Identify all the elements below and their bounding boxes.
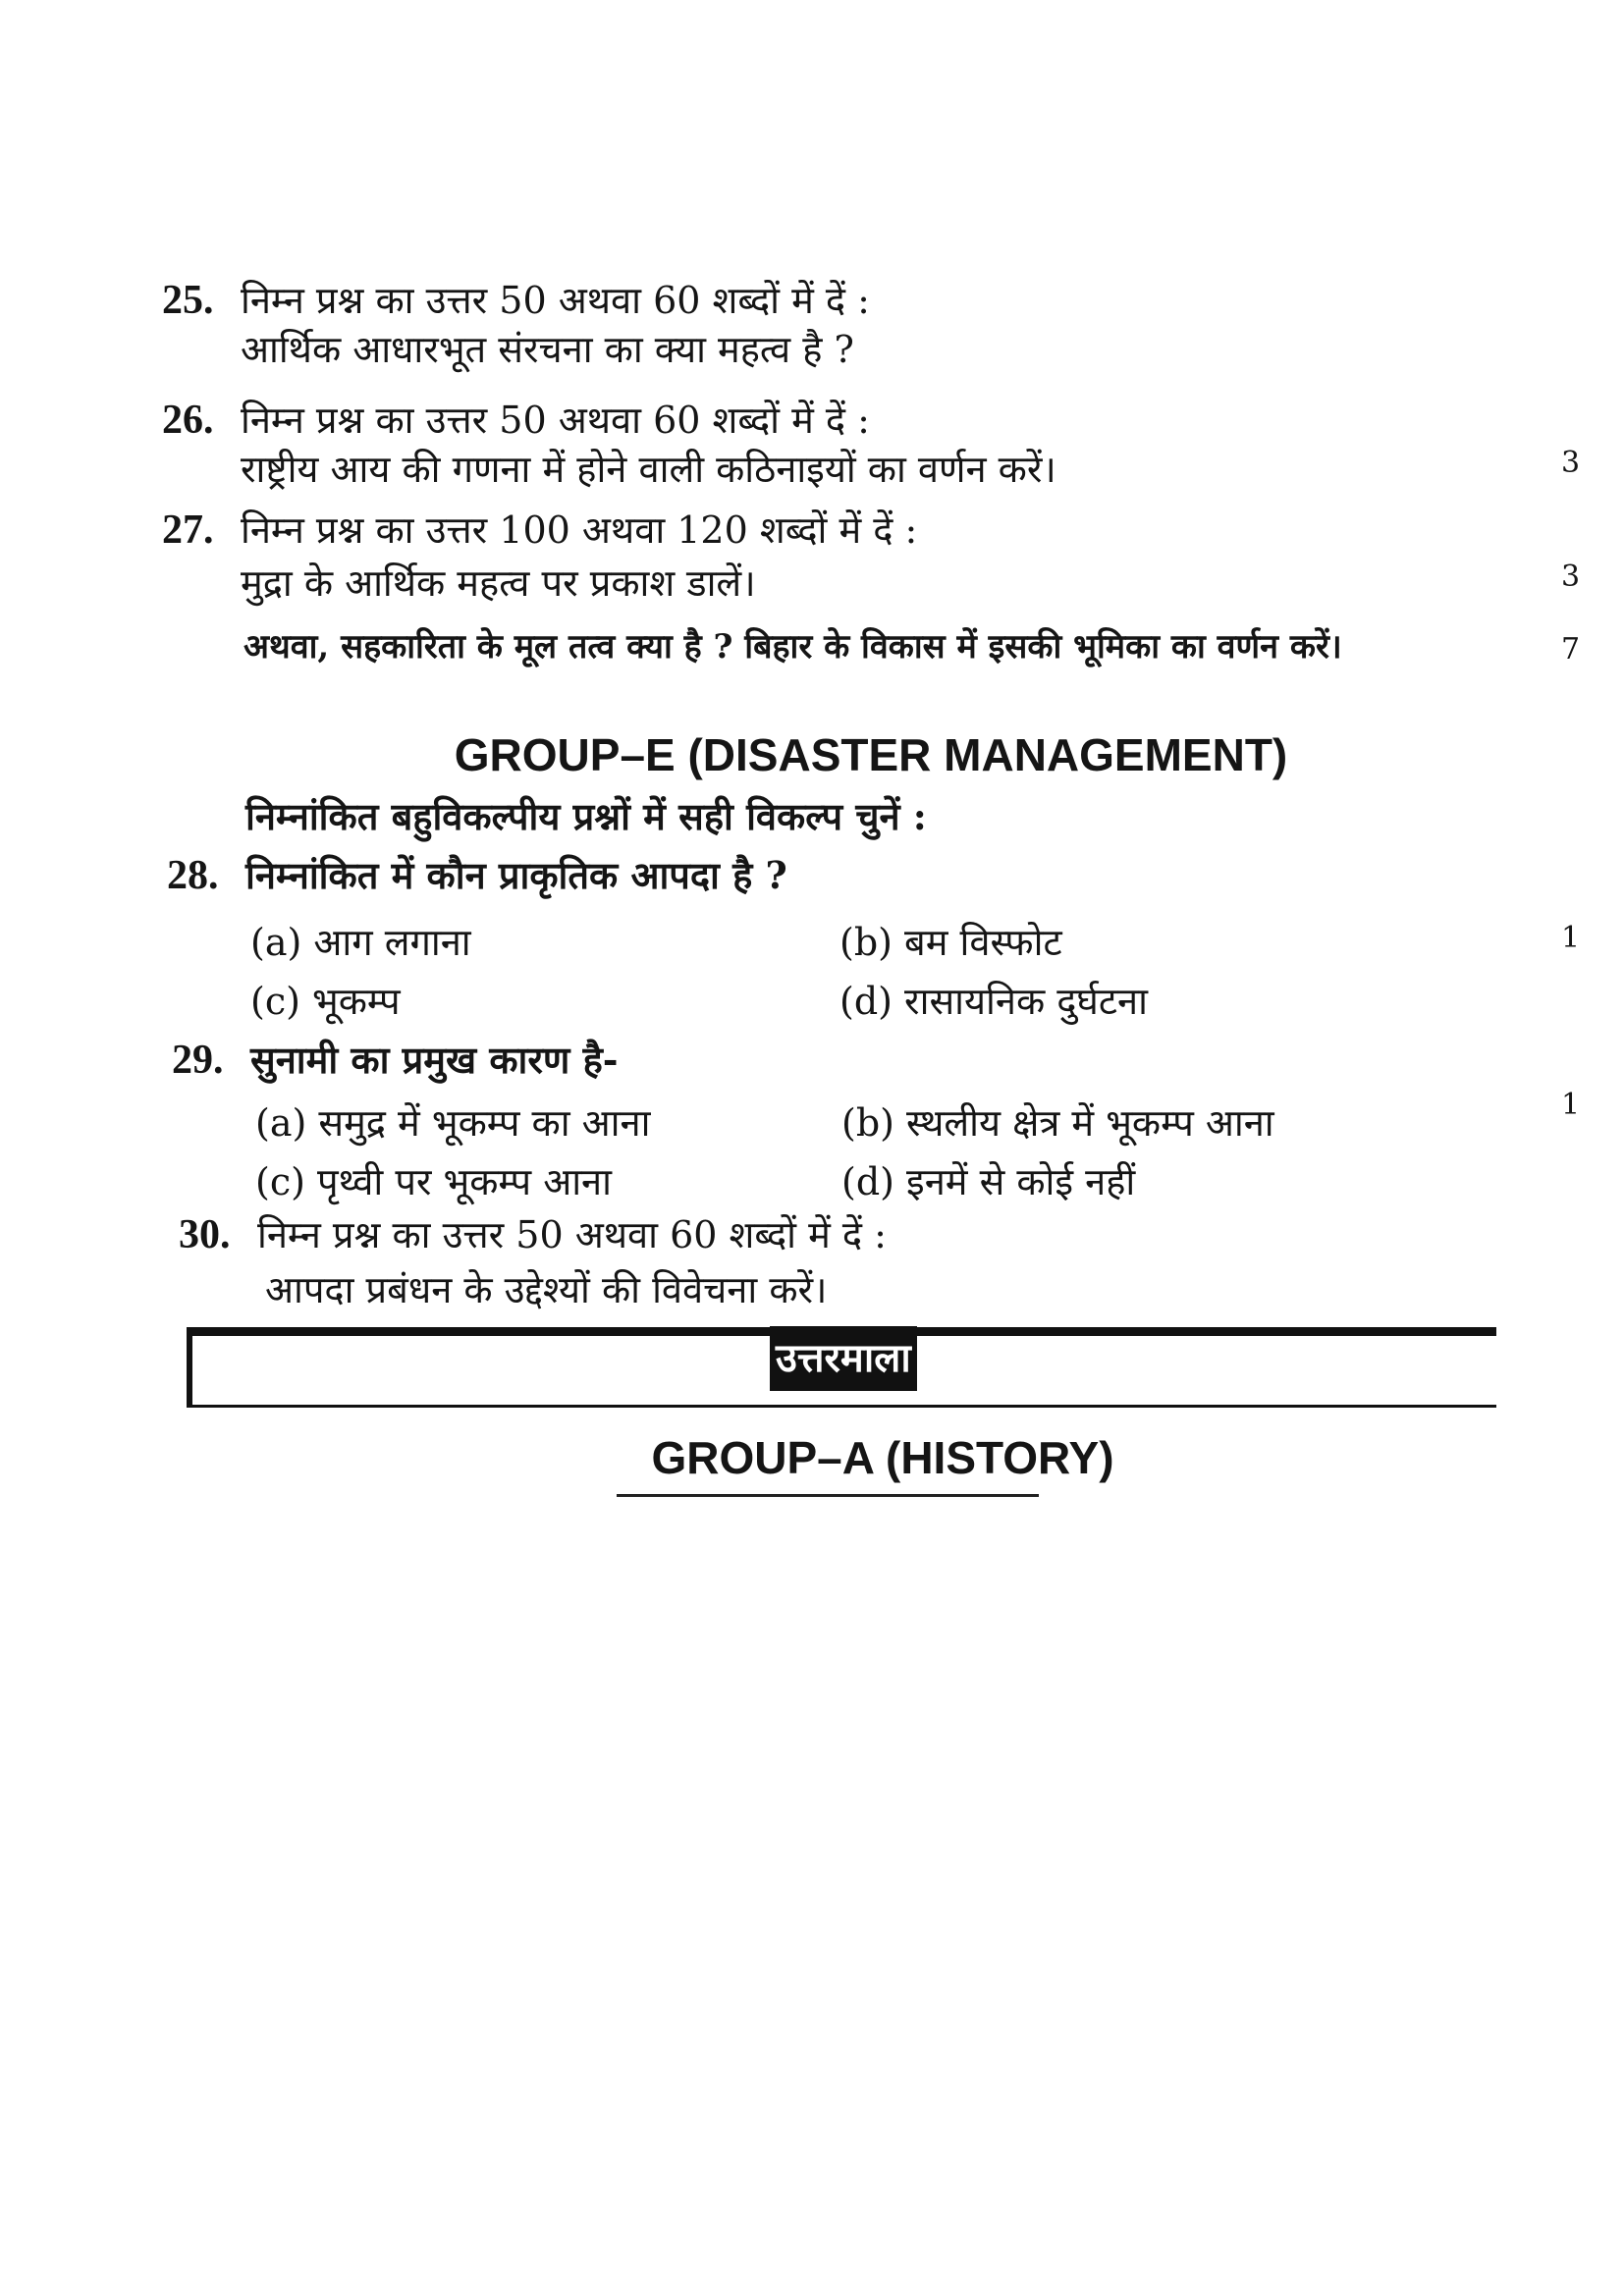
q25-text: आर्थिक आधारभूत संरचना का क्या महत्व है ? [241,328,854,371]
heading-underline [617,1494,1039,1497]
group-e-heading: GROUP–E (DISASTER MANAGEMENT) [454,729,1288,780]
q30-text: आपदा प्रबंधन के उद्देश्यों की विवेचना करें। [265,1268,828,1311]
q28-option-c: (c) भूकम्प [250,980,401,1023]
q30-number: 30. [179,1212,231,1257]
q28-option-b: (b) बम विस्फोट [839,921,1062,964]
answer-key-title: उत्तरमाला [770,1326,917,1391]
q26-number: 26. [162,398,214,443]
answer-key-banner [187,1327,1496,1408]
q29-option-d: (d) इनमें से कोई नहीं [841,1160,1136,1203]
q30-prompt [179,1211,887,1258]
q30-prompt-text: निम्न प्रश्न का उत्तर 50 अथवा 60 शब्दों में दें : [257,1213,887,1256]
margin-mark: 1 [1561,921,1581,955]
q26-prompt-text: निम्न प्रश्न का उत्तर 50 अथवा 60 शब्दों में दें : [241,399,870,442]
q26-text: राष्ट्रीय आय की गणना में होने वाली कठिनाइयों का वर्णन करें। [241,448,1056,491]
mcq-instruction: निम्नांकित बहुविकल्पीय प्रश्नों में सही विकल्प चुनें : [245,794,927,838]
q29 [172,1037,619,1084]
q25-number: 25. [162,278,214,323]
margin-mark: 3 [1561,446,1581,480]
q27-text: मुद्रा के आर्थिक महत्व पर प्रकाश डालें। [241,561,756,605]
q28-number: 28. [167,853,219,898]
q29-text: सुनामी का प्रमुख कारण है- [250,1038,619,1082]
margin-mark: 7 [1561,632,1581,667]
q29-option-b: (b) स्थलीय क्षेत्र में भूकम्प आना [841,1101,1274,1145]
q28-option-a: (a) आग लगाना [250,921,471,964]
q27-prompt-text: निम्न प्रश्न का उत्तर 100 अथवा 120 शब्दों में दें : [241,508,918,552]
q29-number: 29. [172,1038,224,1083]
q28-option-d: (d) रासायनिक दुर्घटना [839,980,1148,1023]
q26-prompt [162,397,870,444]
margin-mark: 3 [1561,560,1581,594]
q25-prompt [162,277,870,324]
q29-option-c: (c) पृथ्वी पर भूकम्प आना [255,1160,612,1203]
q27-or-text: अथवा, सहकारिता के मूल तत्व क्या है ? बिहार के विकास में इसकी भूमिका का वर्णन करें। [244,627,1342,667]
q27-number: 27. [162,507,214,553]
margin-mark: 1 [1561,1088,1581,1122]
q28-text: निम्नांकित में कौन प्राकृतिक आपदा है ? [245,853,787,897]
q28 [167,852,787,899]
q25-prompt-text: निम्न प्रश्न का उत्तर 50 अथवा 60 शब्दों में दें : [241,279,870,322]
q29-option-a: (a) समुद्र में भूकम्प का आना [255,1101,651,1145]
group-a-heading: GROUP–A (HISTORY) [651,1432,1114,1483]
q27-prompt [162,507,917,554]
